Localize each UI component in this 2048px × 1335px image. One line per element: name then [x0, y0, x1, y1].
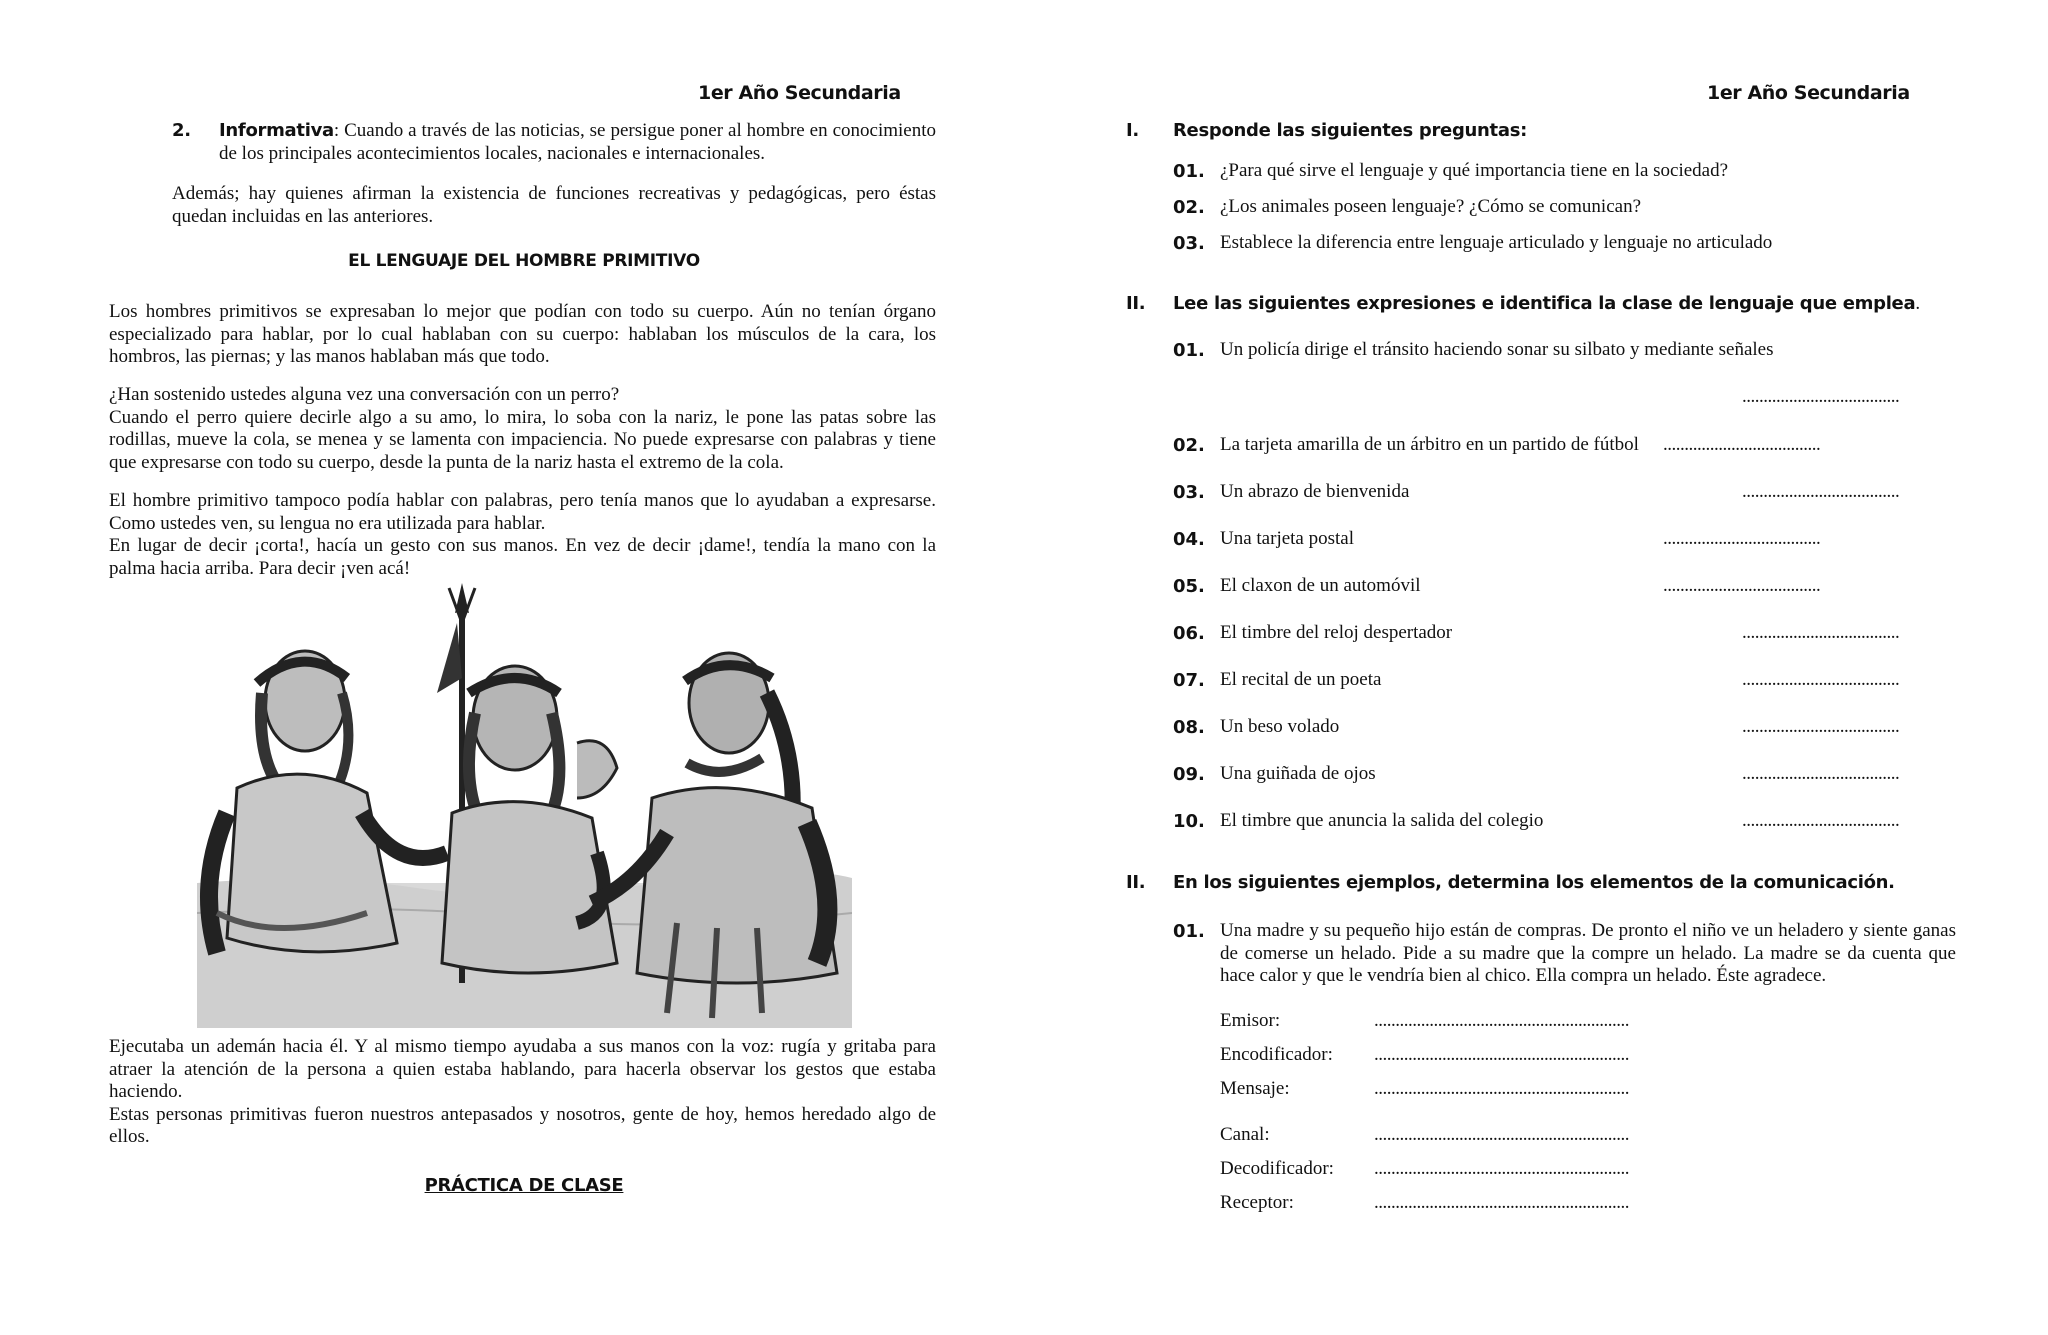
paragraph-ancestors: Estas personas primitivas fueron nuestros antepasados y nosotros, gente de hoy, hemos heredado algo de ellos. — [109, 1103, 936, 1147]
expression-number: 07. — [1173, 670, 1205, 691]
expression-text: Un abrazo de bienvenida — [1220, 481, 1410, 502]
answer-blank[interactable]: ..................................... — [1742, 763, 1900, 784]
field-label: Encodificador: — [1220, 1044, 1333, 1065]
field-label: Canal: — [1220, 1124, 1270, 1145]
paragraph-hands-body: El hombre primitivo tampoco podía hablar con palabras, pero tenía manos que lo ayudaban a expresarse. Como ustedes ven, su lengua no era utilizada para hablar. — [109, 490, 936, 534]
field-blank[interactable]: ............................................................ — [1374, 1078, 1629, 1099]
section-1-title: Responde las siguientes preguntas: — [1173, 120, 1528, 141]
paragraph-ademas: Además; hay quienes afirman la existencia de funciones recreativas y pedagógicas, pero éstas quedan incluidas en las anteriores. — [172, 183, 936, 227]
field-blank[interactable]: ............................................................ — [1374, 1010, 1629, 1031]
paragraph-dog-body: Cuando el perro quiere decirle algo a su amo, lo mira, lo soba con la nariz, le pone las patas sobre las rodillas, mueve la cola, se menea y se lamenta con impaciencia. No puede expresarse con palabras y tiene que expresarse con todo su cuerpo, desde la punta de la nariz hasta el extremo de la cola. — [109, 406, 936, 473]
paragraph-hands-examples: En lugar de decir ¡corta!, hacía un gesto con sus manos. En vez de decir ¡dame!, tendía la mano con la palma hacia arriba. Para decir ¡ven acá! — [109, 535, 936, 579]
section-2-numeral: II. — [1126, 293, 1146, 314]
expression-number: 04. — [1173, 529, 1205, 550]
section-2-title-wrap — [1173, 293, 1920, 316]
answer-blank[interactable]: ..................................... — [1663, 575, 1821, 596]
answer-blank[interactable]: ..................................... — [1742, 669, 1900, 690]
expression-text: El timbre que anuncia la salida del colegio — [1220, 810, 1544, 831]
answer-blank[interactable]: ..................................... — [1742, 481, 1900, 502]
expression-text: La tarjeta amarilla de un árbitro en un partido de fútbol — [1220, 434, 1639, 455]
expression-text: Una tarjeta postal — [1220, 528, 1355, 549]
expression-text: El timbre del reloj despertador — [1220, 622, 1453, 643]
left-page-header: 1er Año Secundaria — [698, 82, 901, 104]
question-text: ¿Los animales poseen lenguaje? ¿Cómo se comunican? — [1220, 196, 1642, 217]
item-informativa — [172, 120, 936, 165]
expression-text: Un beso volado — [1220, 716, 1340, 737]
expression-number: 09. — [1173, 764, 1205, 785]
expression-text: Un policía dirige el tránsito haciendo sonar su silbato y mediante señales — [1220, 339, 1774, 360]
field-label: Mensaje: — [1220, 1078, 1290, 1099]
field-label: Decodificador: — [1220, 1158, 1334, 1179]
section-1-numeral: I. — [1126, 120, 1139, 141]
question-number: 02. — [1173, 197, 1205, 218]
field-blank[interactable]: ............................................................ — [1374, 1044, 1629, 1065]
primitive-men-illustration — [197, 583, 852, 1028]
answer-blank[interactable]: ..................................... — [1742, 716, 1900, 737]
section-title: EL LENGUAJE DEL HOMBRE PRIMITIVO — [348, 251, 700, 271]
expression-text: El claxon de un automóvil — [1220, 575, 1421, 596]
field-blank[interactable]: ............................................................ — [1374, 1158, 1629, 1179]
paragraph-dog-question: ¿Han sostenido ustedes alguna vez una conversación con un perro? — [109, 384, 620, 405]
paragraph-dog — [109, 384, 936, 474]
section-3-numeral: II. — [1126, 872, 1146, 893]
question-number: 01. — [1173, 161, 1205, 182]
section-3-title: En los siguientes ejemplos, determina los elementos de la comunicación. — [1173, 872, 1895, 893]
expression-number: 06. — [1173, 623, 1205, 644]
field-label: Emisor: — [1220, 1010, 1281, 1031]
question-text: ¿Para qué sirve el lenguaje y qué importancia tiene en la sociedad? — [1220, 160, 1729, 181]
practice-title: PRÁCTICA DE CLASE — [424, 1175, 624, 1196]
section-2-title: Lee las siguientes expresiones e identifica la clase de lenguaje que emplea — [1173, 293, 1916, 314]
expression-number: 01. — [1173, 340, 1205, 361]
right-page — [1024, 0, 2048, 1335]
answer-blank[interactable]: ..................................... — [1663, 434, 1821, 455]
question-text: Establece la diferencia entre lenguaje articulado y lenguaje no articulado — [1220, 232, 1773, 253]
item-description: : Cuando a través de las noticias, se persigue poner al hombre en conocimiento de los principales acontecimientos locales, nacionales e internacionales. — [219, 120, 936, 164]
paragraph-primitive-body: Los hombres primitivos se expresaban lo mejor que podían con todo su cuerpo. Aún no tenían órgano especializado para hablar, por lo cual hablaban con su cuerpo: hablaban los músculos de la cara, los hombros, las piernas; y las manos hablaban más que todo. — [109, 301, 936, 367]
expression-number: 10. — [1173, 811, 1205, 832]
field-blank[interactable]: ............................................................ — [1374, 1192, 1629, 1213]
section-3-item-number: 01. — [1173, 921, 1205, 942]
expression-number: 08. — [1173, 717, 1205, 738]
item-term: Informativa — [219, 120, 334, 141]
expression-text: El recital de un poeta — [1220, 669, 1382, 690]
answer-blank[interactable]: ..................................... — [1663, 528, 1821, 549]
answer-blank[interactable]: ..................................... — [1742, 622, 1900, 643]
answer-blank[interactable]: ..................................... — [1742, 810, 1900, 831]
expression-number: 03. — [1173, 482, 1205, 503]
item-number: 2. — [172, 120, 191, 141]
paragraph-gesture-body: Ejecutaba un ademán hacia él. Y al mismo tiempo ayudaba a sus manos con la voz: rugía y gritaba para atraer la atención de la persona a quien estaba hablando, para hacerla observar los gestos que estaba haciendo. — [109, 1036, 936, 1102]
field-blank[interactable]: ............................................................ — [1374, 1124, 1629, 1145]
right-page-header: 1er Año Secundaria — [1707, 82, 1910, 104]
expression-number: 05. — [1173, 576, 1205, 597]
paragraph-hands — [109, 490, 936, 580]
item-informativa-text — [219, 120, 936, 165]
paragraph-gesture — [109, 1036, 936, 1149]
answer-blank[interactable]: ..................................... — [1742, 386, 1900, 407]
expression-text: Una guiñada de ojos — [1220, 763, 1376, 784]
question-number: 03. — [1173, 233, 1205, 254]
field-label: Receptor: — [1220, 1192, 1294, 1213]
section-3-item-text: Una madre y su pequeño hijo están de compras. De pronto el niño ve un heladero y siente ganas de comerse un helado. Pide a su madre que la compre un helado. La madre se da cuenta que hace calor y que le vendría bien al chico. Ella compra un helado. Éste agradece. — [1220, 920, 1956, 986]
section-2-title-end: . — [1915, 293, 1921, 314]
expression-number: 02. — [1173, 435, 1205, 456]
